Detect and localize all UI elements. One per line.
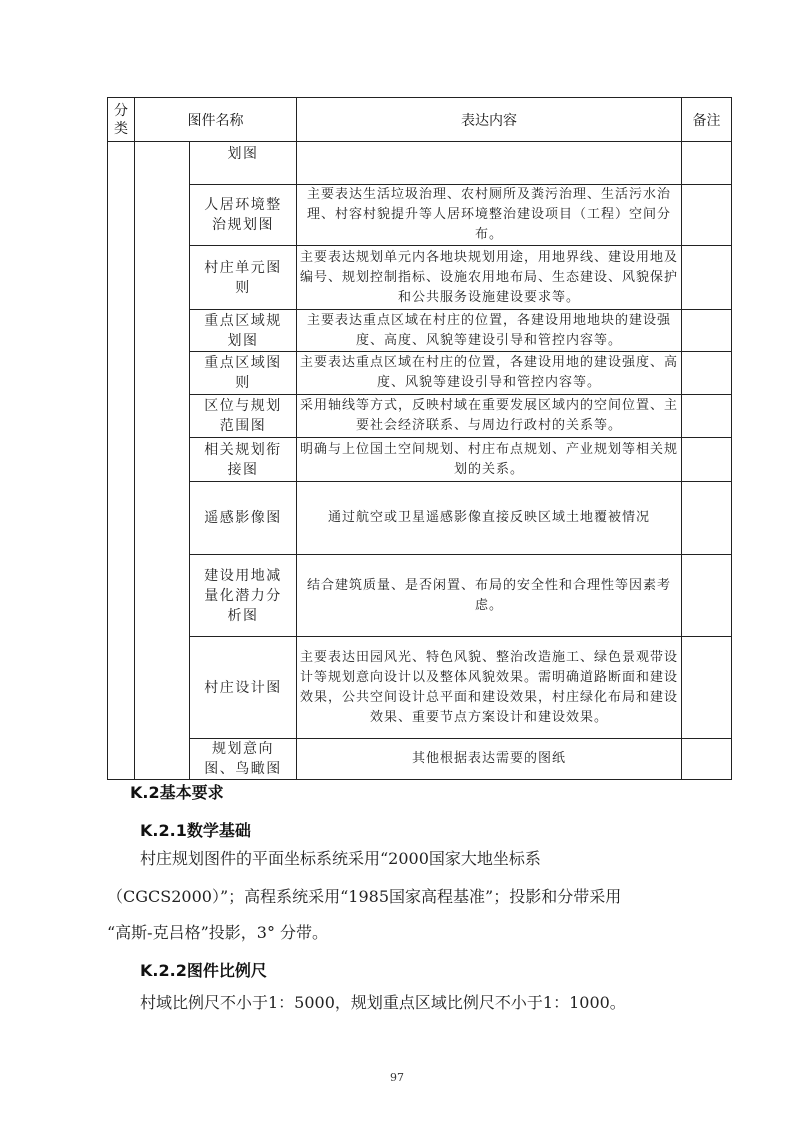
table-row — [108, 482, 732, 555]
table-row — [108, 185, 732, 246]
row-content: 通过航空或卫星遥感影像直接反映区域土地覆被情况 — [297, 482, 682, 555]
row-name: 重点区域规划图 — [190, 310, 297, 352]
table-row — [108, 438, 732, 482]
row-name: 遥感影像图 — [190, 482, 297, 555]
row-note — [682, 185, 732, 246]
row-note — [682, 246, 732, 310]
row-content: 主要表达规划单元内各地块规划用途，用地界线、建设用地及编号、规划控制指标、设施农用地布局、生态建设、风貌保护和公共服务设施建设要求等。 — [297, 246, 682, 310]
row-content: 主要表达重点区域在村庄的位置，各建设用地地块的建设强度、高度、风貌等建设引导和管控内容等。 — [297, 310, 682, 352]
row-content: 其他根据表达需要的图纸 — [297, 739, 682, 780]
row-name: 人居环境整治规划图 — [190, 185, 297, 246]
page-number: 97 — [390, 1071, 404, 1084]
row-content: 采用轴线等方式，反映村域在重要发展区域内的空间位置、主要社会经济联系、与周边行政村的关系等。 — [297, 395, 682, 438]
table-row — [108, 555, 732, 637]
row-name: 区位与规划范围图 — [190, 395, 297, 438]
subcategory-cell — [135, 142, 190, 780]
row-note — [682, 482, 732, 555]
row-name: 村庄设计图 — [190, 637, 297, 739]
row-content: 主要表达重点区域在村庄的位置，各建设用地的建设强度、高度、风貌等建设引导和管控内容等。 — [297, 352, 682, 395]
row-note — [682, 637, 732, 739]
row-note — [682, 352, 732, 395]
header-name: 图件名称 — [135, 98, 297, 142]
section-k21-heading: K.2.1数学基础 — [140, 821, 251, 840]
row-content: 明确与上位国土空间规划、村庄布点规划、产业规划等相关规划的关系。 — [297, 438, 682, 482]
drawings-table — [107, 97, 732, 780]
k21-line-1: 村庄规划图件的平面坐标系统采用“2000国家大地坐标系 — [140, 849, 541, 868]
header-content: 表达内容 — [297, 98, 682, 142]
table-row — [108, 142, 732, 185]
header-note: 备注 — [682, 98, 732, 142]
row-note — [682, 142, 732, 185]
category-cell — [108, 142, 135, 780]
table-row — [108, 739, 732, 780]
row-content — [297, 142, 682, 185]
row-note — [682, 739, 732, 780]
row-content: 主要表达生活垃圾治理、农村厕所及粪污治理、生活污水治理、村容村貌提升等人居环境整治建设项目（工程）空间分布。 — [297, 185, 682, 246]
row-content: 主要表达田园风光、特色风貌、整治改造施工、绿色景观带设计等规划意向设计以及整体风貌效果。需明确道路断面和建设效果，公共空间设计总平面和建设效果，村庄绿化布局和建设效果、重要节点方案设计和建设效果。 — [297, 637, 682, 739]
row-note — [682, 555, 732, 637]
section-k2-heading: K.2基本要求 — [130, 783, 224, 802]
k22-line-1: 村域比例尺不小于1：5000，规划重点区域比例尺不小于1：1000。 — [140, 993, 626, 1012]
table-row — [108, 310, 732, 352]
table-row — [108, 395, 732, 438]
table-row — [108, 352, 732, 395]
table-header-row — [108, 98, 732, 142]
table-row — [108, 246, 732, 310]
row-name: 相关规划衔接图 — [190, 438, 297, 482]
row-name: 建设用地减量化潜力分析图 — [190, 555, 297, 637]
row-name: 村庄单元图则 — [190, 246, 297, 310]
row-name: 划图 — [190, 142, 297, 185]
k21-line-2: （CGCS2000）”；高程系统采用“1985国家高程基准”；投影和分带采用 — [107, 887, 622, 906]
row-note — [682, 438, 732, 482]
section-k22-heading: K.2.2图件比例尺 — [140, 961, 267, 980]
row-note — [682, 310, 732, 352]
header-category: 分 类 — [108, 98, 135, 142]
table-row — [108, 637, 732, 739]
row-name: 规划意向图、鸟瞰图 — [190, 739, 297, 780]
row-note — [682, 395, 732, 438]
k21-line-3: “高斯-克吕格”投影，3° 分带。 — [107, 923, 329, 942]
row-name: 重点区域图则 — [190, 352, 297, 395]
row-content: 结合建筑质量、是否闲置、布局的安全性和合理性等因素考虑。 — [297, 555, 682, 637]
